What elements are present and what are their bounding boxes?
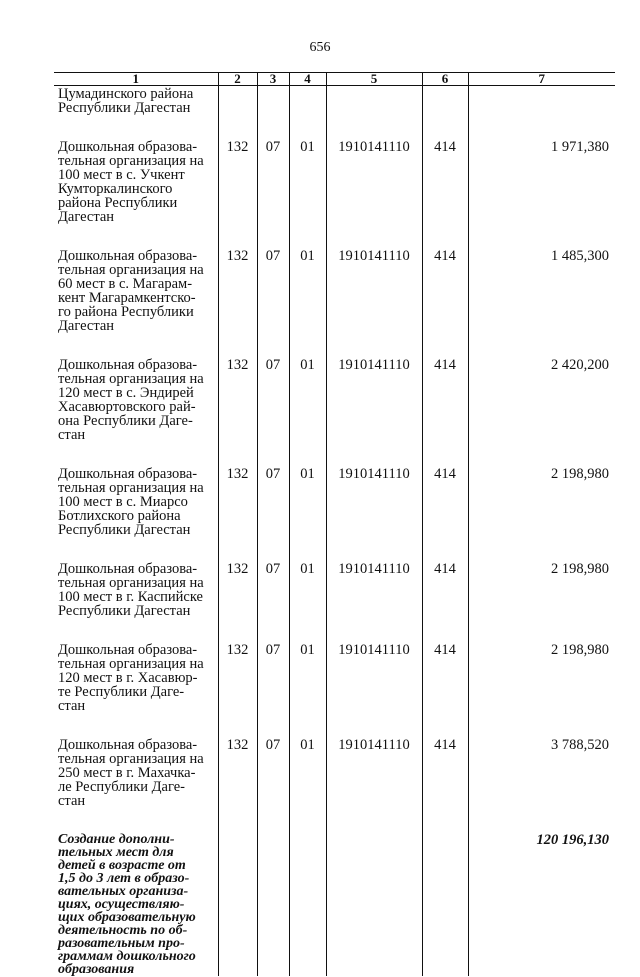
row-col-3 [257,808,289,976]
column-header-1: 1 [54,73,218,86]
column-header-5: 5 [326,73,422,86]
table-row [54,224,615,333]
row-col-3: 07 [257,537,289,618]
row-col-5: 1910141110 [326,713,422,808]
row-col-3: 07 [257,224,289,333]
row-name: Создание дополни- тельных мест для детей в возрасте от 1,5 до 3 лет в образо- вательных организа- циях, осуществляю- щих образовательную деятельность по об- разовательным про- граммам дошкольного образования [58,832,196,977]
row-col-2: 132 [218,333,257,442]
table-row [54,86,615,116]
row-col-3: 07 [257,442,289,537]
row-name: Дошкольная образова- тельная организация на 100 мест в с. Учкент Кумторкалинского района Республики Дагестан [58,139,204,225]
row-col-3 [257,86,289,116]
row-name: Дошкольная образова- тельная организация на 100 мест в г. Каспийске Республики Дагестан [58,561,204,619]
column-header-6: 6 [422,73,468,86]
row-col-5: 1910141110 [326,115,422,224]
budget-table [54,72,615,976]
row-amount: 2 420,200 [468,333,615,442]
row-col-6: 414 [422,224,468,333]
row-col-5 [326,808,422,976]
row-col-5: 1910141110 [326,333,422,442]
row-amount: 120 196,130 [468,808,615,976]
row-col-4: 01 [289,333,326,442]
row-col-2: 132 [218,442,257,537]
row-col-5: 1910141110 [326,537,422,618]
row-col-2: 132 [218,537,257,618]
row-amount: 2 198,980 [468,618,615,713]
row-col-5: 1910141110 [326,442,422,537]
row-col-4: 01 [289,224,326,333]
row-col-4: 01 [289,713,326,808]
row-amount: 3 788,520 [468,713,615,808]
row-name: Цумадинского района Республики Дагестан [58,86,194,116]
table-row [54,537,615,618]
row-col-6: 414 [422,442,468,537]
row-col-3: 07 [257,618,289,713]
table-row-subtotal [54,808,615,976]
row-col-2 [218,808,257,976]
row-col-5: 1910141110 [326,224,422,333]
row-col-6: 414 [422,618,468,713]
row-col-2: 132 [218,115,257,224]
row-name: Дошкольная образова- тельная организация на 60 мест в с. Магарам- кент Магарамкентско- го района Республики Дагестан [58,248,204,334]
row-col-3: 07 [257,333,289,442]
row-amount: 2 198,980 [468,442,615,537]
page-number: 656 [309,40,331,55]
row-col-4: 01 [289,115,326,224]
row-amount: 1 971,380 [468,115,615,224]
row-col-2 [218,86,257,116]
row-col-2: 132 [218,713,257,808]
row-col-6: 414 [422,115,468,224]
row-name: Дошкольная образова- тельная организация на 120 мест в г. Хасавюр- те Республики Даге- стан [58,642,204,714]
row-col-2: 132 [218,224,257,333]
row-amount: 2 198,980 [468,537,615,618]
row-col-6 [422,86,468,116]
row-name: Дошкольная образова- тельная организация на 100 мест в с. Миарсо Ботлихского района Республики Дагестан [58,466,204,538]
table-row [54,333,615,442]
row-amount [468,86,615,116]
table-row [54,442,615,537]
row-col-2: 132 [218,618,257,713]
table-row [54,618,615,713]
column-header-7: 7 [468,73,615,86]
row-col-5: 1910141110 [326,618,422,713]
column-header-2: 2 [218,73,257,86]
row-col-5 [326,86,422,116]
row-amount: 1 485,300 [468,224,615,333]
row-col-4 [289,808,326,976]
header-row [54,73,615,86]
row-col-6 [422,808,468,976]
row-col-6: 414 [422,713,468,808]
column-header-4: 4 [289,73,326,86]
row-col-3: 07 [257,713,289,808]
column-header-3: 3 [257,73,289,86]
table-row [54,115,615,224]
row-col-3: 07 [257,115,289,224]
table-row [54,713,615,808]
row-col-4: 01 [289,618,326,713]
row-name: Дошкольная образова- тельная организация на 120 мест в с. Эндирей Хасавюртовского рай- она Республики Даге- стан [58,357,204,443]
row-name: Дошкольная образова- тельная организация на 250 мест в г. Махачка- ле Республики Даге- стан [58,737,204,809]
row-col-4: 01 [289,537,326,618]
row-col-4: 01 [289,442,326,537]
row-col-6: 414 [422,537,468,618]
row-col-6: 414 [422,333,468,442]
row-col-4 [289,86,326,116]
